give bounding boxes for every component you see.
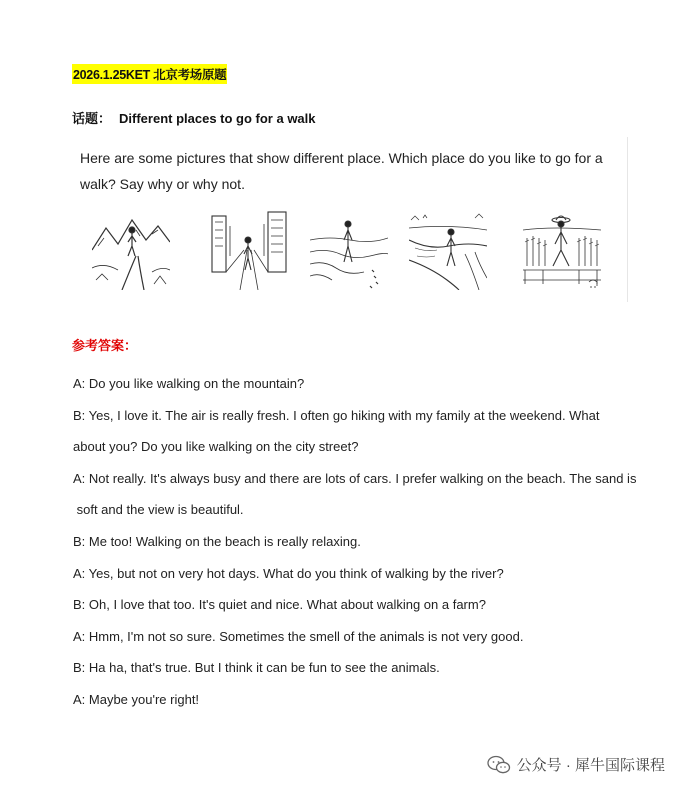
watermark-text: 公众号 · 犀牛国际课程 [516,757,665,774]
dialogue [73,368,638,716]
question-line-1: Here are some pictures that show different place. Which place do you like to go for a [80,150,603,166]
mountain-walk-icon [92,210,170,290]
watermark [487,754,665,775]
river-walk-icon [409,210,487,290]
answer-heading: 参考答案： [72,338,138,353]
dialogue-line: B: Ha ha, that's true. But I think it can be fun to see the animals. [73,660,440,676]
dialogue-line: A: Do you like walking on the mountain? [73,376,305,391]
dialogue-line: about you? Do you like walking on the city street? [73,439,359,455]
dialogue-line: A: Not really. It's always busy and there are lots of cars. I prefer walking on the beach. The sand is [73,470,637,486]
topic-line [72,108,316,127]
exam-title: 2026.1.25KET 北京考场原题 [72,64,227,84]
dialogue-line: soft and the view is beautiful. [73,502,244,518]
question-text [80,145,610,197]
dialogue-line: A: Yes, but not on very hot days. What do you think of walking by the river? [73,565,504,581]
dialogue-line: A: Hmm, I'm not so sure. Sometimes the smell of the animals is not very good. [73,628,524,644]
dialogue-line: A: Maybe you're right! [73,691,200,707]
wechat-icon [487,755,511,775]
farm-walk-icon [523,210,601,290]
dialogue-line: B: Me too! Walking on the beach is really relaxing. [73,533,361,549]
beach-walk-icon [310,210,388,290]
topic-label: 话题： [72,111,112,126]
dialogue-line: B: Yes, I love it. The air is really fresh. I often go hiking with my family at the weekend. What [73,407,600,423]
dialogue-line: B: Oh, I love that too. It's quiet and nice. What about walking on a farm? [73,597,486,613]
topic-text: Different places to go for a walk [119,111,316,126]
question-box [72,137,628,302]
question-line-2: walk? Say why or why not. [80,176,245,192]
city-street-walk-icon [210,210,288,290]
